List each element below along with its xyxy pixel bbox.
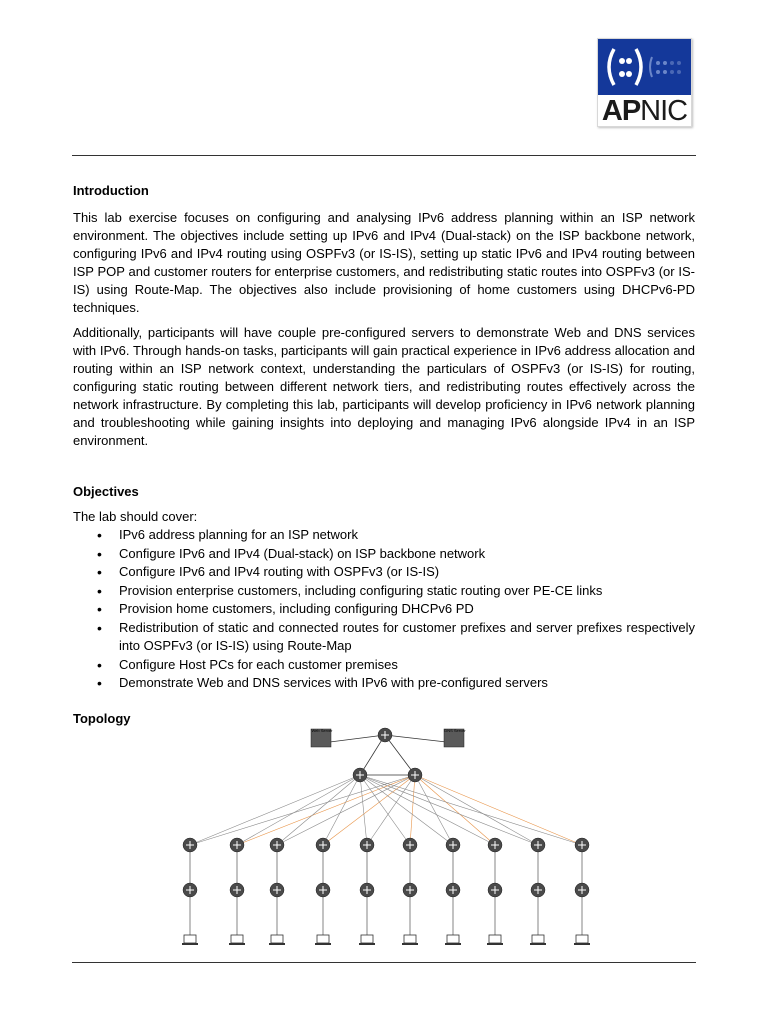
- objective-item: • IPv6 address planning for an ISP network: [73, 526, 695, 545]
- host-pc-icon: [229, 935, 245, 945]
- backbone-link: [360, 775, 367, 845]
- web-server-label: Web Server: [311, 728, 333, 733]
- host-pc-icon: [445, 935, 461, 945]
- host-pc-icon: [402, 935, 418, 945]
- ce-router-icon: [360, 883, 374, 897]
- pe-router-icon: [531, 838, 545, 852]
- host-pc-icon: [530, 935, 546, 945]
- introduction-paragraph-1: This lab exercise focuses on configuring and analysing IPv6 address planning within an ISP network environment. The objectives include setting up IPv6 and IPv4 (Dual-stack) on the ISP backbone network, configuring IPv6 and IPv4 routing using OSPFv3 (or IS-IS), setting up static IPv6 and IPv4 routing between ISP POP and customer routers for enterprise customers, and redistributing static routes into OSPFv3 (or IS-IS) using Route-Map. The objectives also include provisioning of home customers using DHCPv6-PD techniques.: [73, 210, 695, 315]
- ce-router-icon: [316, 883, 330, 897]
- ce-router-icon: [488, 883, 502, 897]
- ipv6-colon-icon: [598, 39, 691, 95]
- host-pc-icon: [315, 935, 331, 945]
- pe-router-icon: [403, 838, 417, 852]
- p-router-icon: [353, 768, 367, 782]
- host-pc-icon: [182, 935, 198, 945]
- backbone-link: [415, 775, 582, 845]
- introduction-heading: Introduction: [73, 183, 149, 198]
- host-pc-icon: [359, 935, 375, 945]
- ce-router-icon: [183, 883, 197, 897]
- ce-router-icon: [403, 883, 417, 897]
- backbone-link: [237, 775, 415, 845]
- core-router-icon: [378, 728, 392, 742]
- objective-item: • Provision home customers, including configuring DHCPv6 PD: [73, 600, 695, 619]
- core-link: [385, 735, 415, 775]
- backbone-link: [190, 775, 360, 845]
- topology-heading: Topology: [73, 710, 131, 726]
- backbone-link: [277, 775, 415, 845]
- host-pc-icon: [574, 935, 590, 945]
- server-link: [322, 735, 385, 743]
- objective-item: • Configure IPv6 and IPv4 (Dual-stack) on ISP backbone network: [73, 545, 695, 564]
- p-router-icon: [408, 768, 422, 782]
- objective-item: • Redistribution of static and connected routes for customer prefixes and server prefixes respectively into OSPFv3 (or IS-IS) using Route-Map: [73, 619, 695, 656]
- logo-wordmark: [598, 96, 691, 127]
- pe-router-icon: [488, 838, 502, 852]
- apnic-logo: [597, 38, 692, 127]
- ce-router-icon: [270, 883, 284, 897]
- ce-router-icon: [575, 883, 589, 897]
- topology-nodes: [182, 728, 590, 945]
- objectives-heading: Objectives: [73, 484, 139, 499]
- host-pc-icon: [269, 935, 285, 945]
- objectives-intro: The lab should cover:: [73, 509, 198, 524]
- backbone-link: [415, 775, 538, 845]
- topology-links: [190, 735, 582, 937]
- ce-router-icon: [531, 883, 545, 897]
- introduction-paragraph-2: Additionally, participants will have couple pre-configured servers to demonstrate Web and DNS services with IPv6. Through hands-on tasks, participants will gain practical experience in IPv6 address allocation and routing within an ISP network context, understanding the particulars of OSPFv3 (or IS-IS) for routing, configuring static routing between different network tiers, and redistributing routes effectively across the network infrastructure. By completing this lab, participants will develop proficiency in IPv6 network planning and troubleshooting while gaining insights into deploying and managing IPv6 alongside IPv4 in an ISP environment.: [73, 325, 695, 448]
- objective-item: • Provision enterprise customers, including configuring static routing over PE-CE links: [73, 582, 695, 601]
- objective-item: • Demonstrate Web and DNS services with IPv6 with pre-configured servers: [73, 674, 695, 693]
- backbone-link: [360, 775, 538, 845]
- pe-router-icon: [575, 838, 589, 852]
- footer-rule: [72, 962, 696, 963]
- backbone-link: [323, 775, 415, 845]
- backbone-link: [360, 775, 410, 845]
- logo-wordmark-regular: NIC: [640, 95, 688, 127]
- objective-item: • Configure Host PCs for each customer premises: [73, 656, 695, 675]
- host-pc-icon: [487, 935, 503, 945]
- pe-router-icon: [360, 838, 374, 852]
- objectives-list: [73, 526, 695, 693]
- pe-router-icon: [270, 838, 284, 852]
- pe-router-icon: [316, 838, 330, 852]
- ce-router-icon: [230, 883, 244, 897]
- objective-item: • Configure IPv6 and IPv4 routing with OSPFv3 (or IS-IS): [73, 563, 695, 582]
- pe-router-icon: [446, 838, 460, 852]
- pe-router-icon: [230, 838, 244, 852]
- header-rule: [72, 155, 696, 156]
- backbone-link: [410, 775, 415, 845]
- document-body: [73, 182, 695, 728]
- pe-router-icon: [183, 838, 197, 852]
- backbone-link: [277, 775, 360, 845]
- dns-server-label: DNS Server: [444, 728, 466, 733]
- backbone-link: [360, 775, 582, 845]
- logo-wordmark-bold: AP: [601, 95, 641, 127]
- ce-router-icon: [446, 883, 460, 897]
- backbone-link: [190, 775, 415, 845]
- backbone-link: [360, 775, 495, 845]
- topology-diagram: [170, 715, 610, 955]
- logo-emblem: [598, 39, 691, 95]
